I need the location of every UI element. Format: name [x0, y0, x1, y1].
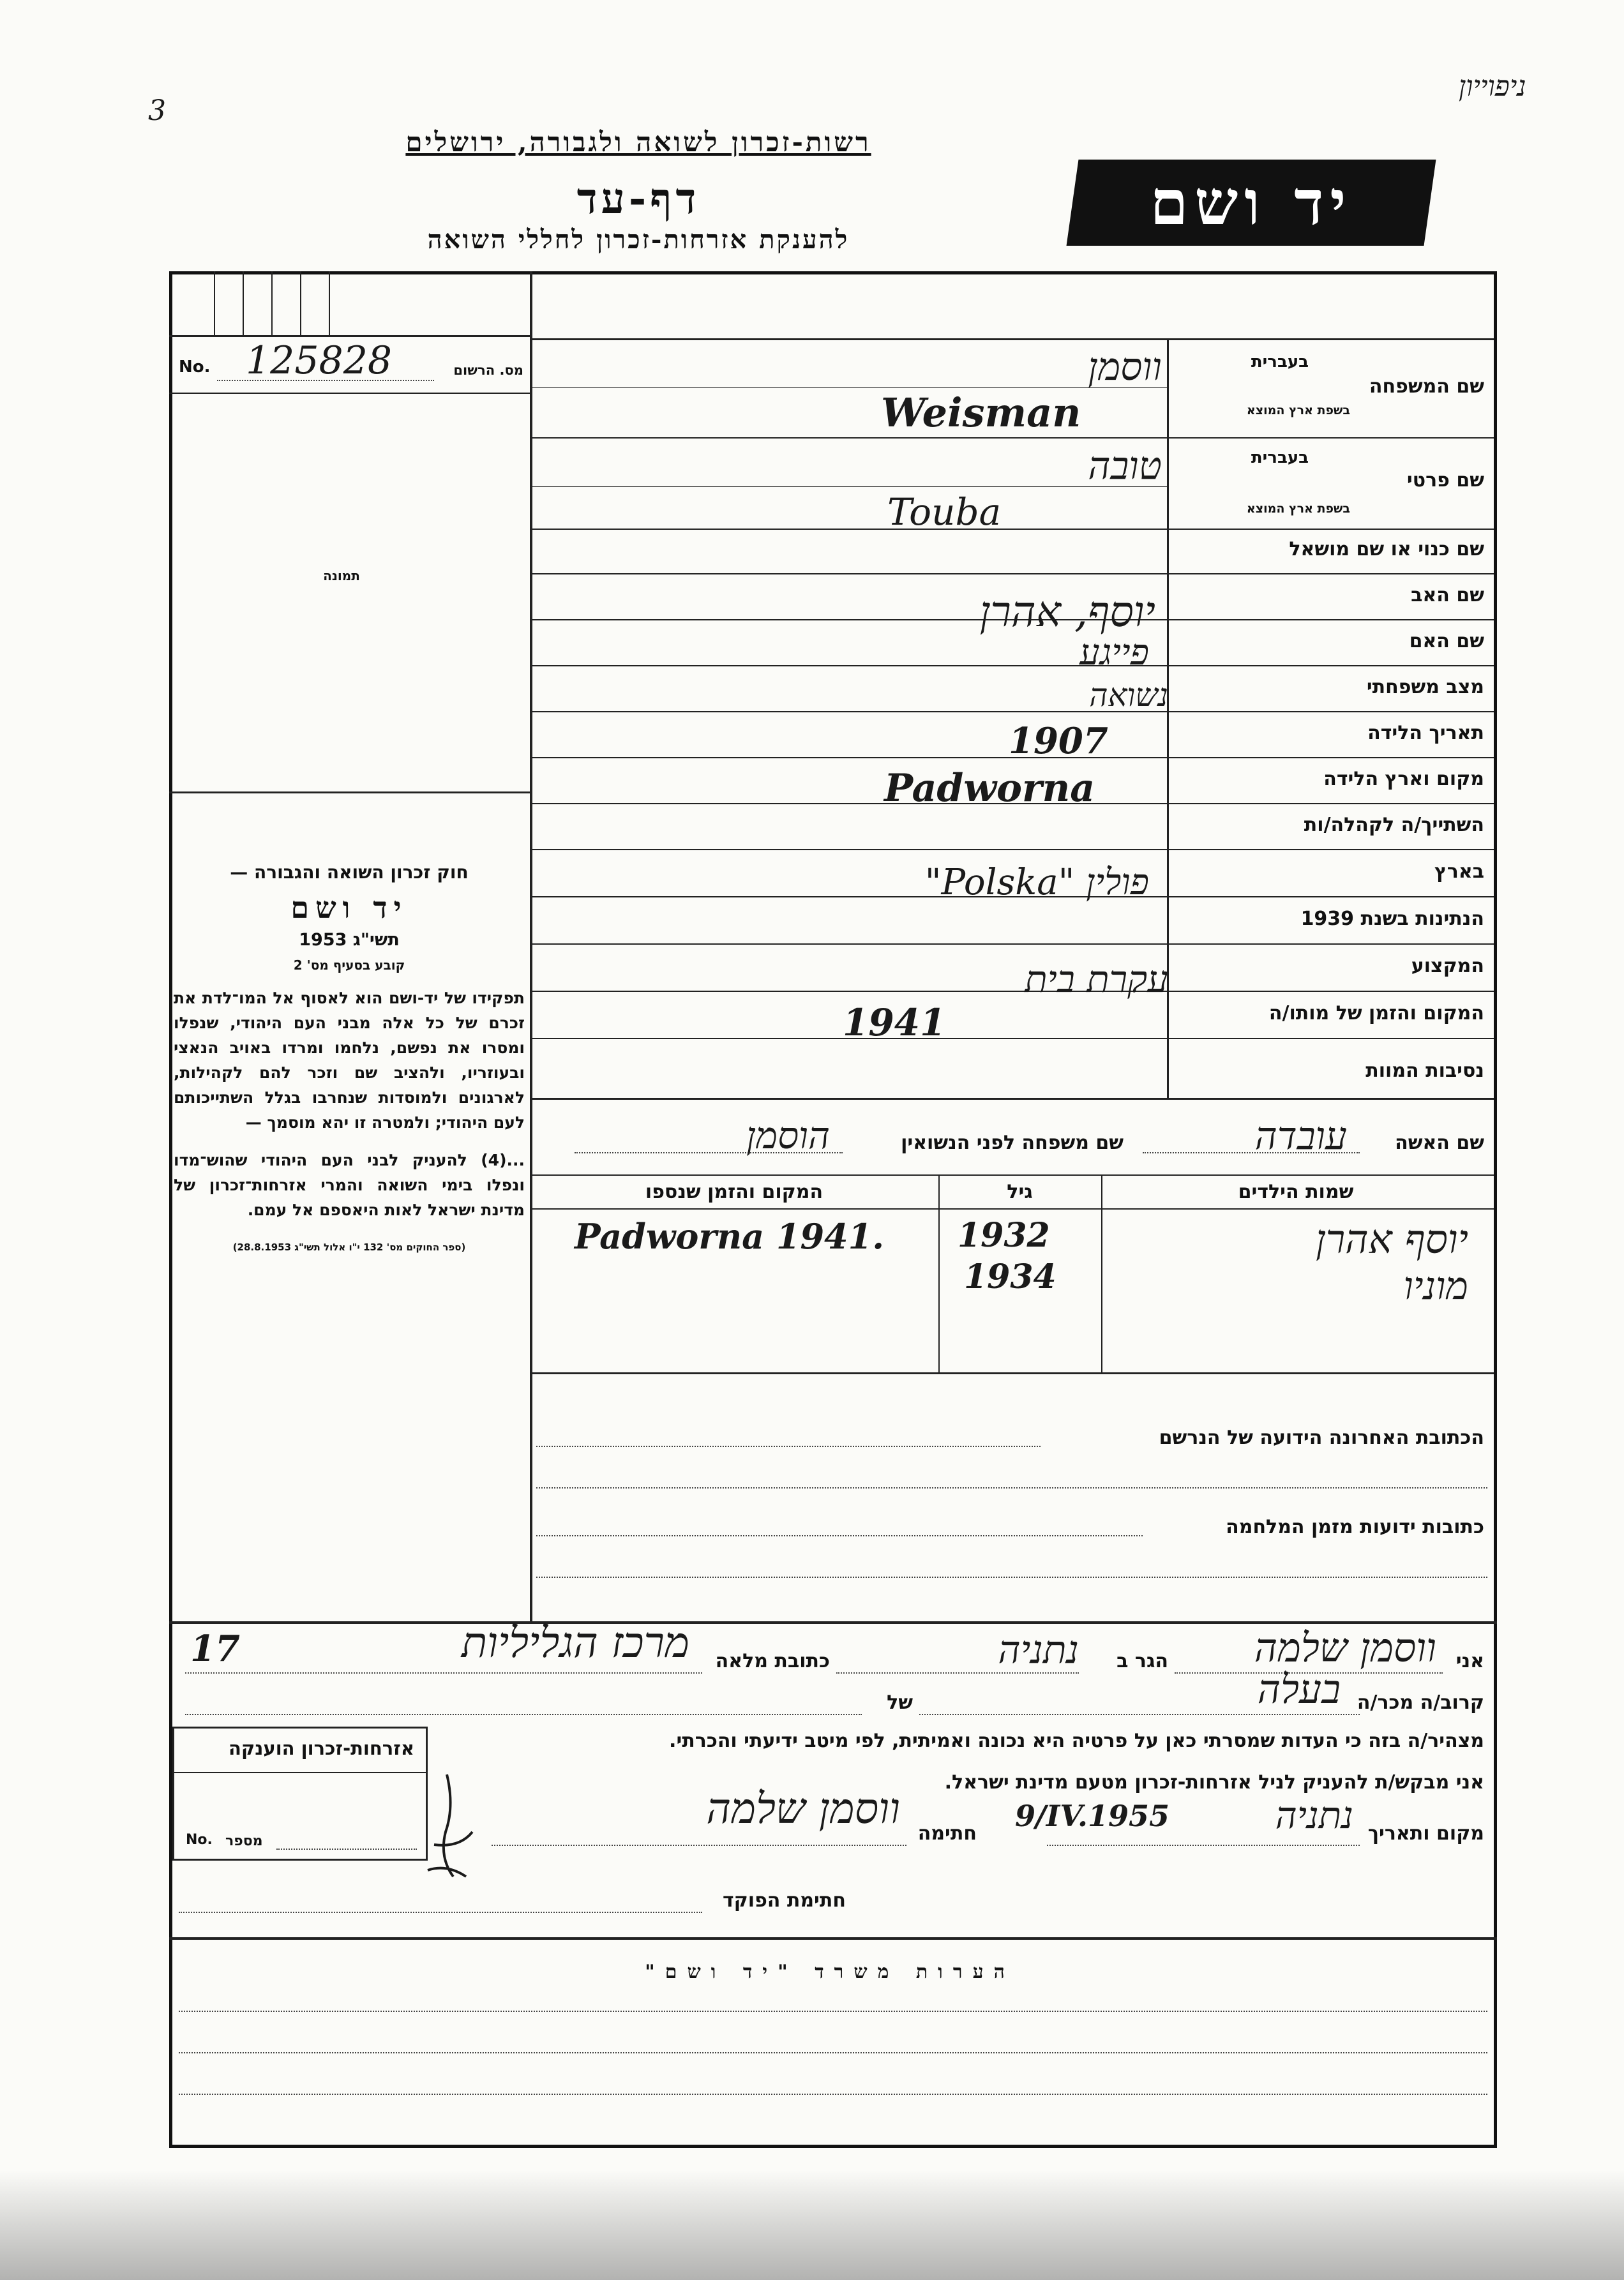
father-value: יוסף, אהרן [979, 587, 1155, 636]
law-para2: ...(4) להעניק לבני העם היהודי שהוש־מדו ונפלו בימי השואה והמרי אזרחות־זכרון של מדינת ישראל לאות היאספם אל עמם. [174, 1151, 525, 1219]
occupation-value: עקרת בית [1025, 957, 1168, 1001]
mother-value: פייגע [1079, 632, 1149, 673]
birth-place-value: Padworna [884, 766, 1095, 811]
logo-text: יד ושם [1150, 167, 1353, 239]
marital-value: נשואה [1089, 677, 1168, 714]
registration-no-label: No. [179, 357, 211, 377]
first-name-sub-hebrew: בעברית [1251, 448, 1309, 467]
photo-label: תמונה [323, 568, 360, 583]
citizenship-box-number-label: מספר [225, 1833, 263, 1849]
citizenship-box [172, 1727, 428, 1861]
law-text [174, 862, 525, 1253]
first-name-native: Touba [887, 490, 1002, 534]
first-name-sub-native: בשפת ארץ המוצא [1246, 502, 1350, 516]
statement-2: אני מבקש/ת להעניק לניל אזרחות-זכרון מטעם מדינת ישראל. [944, 1771, 1484, 1794]
law-big: יד ושם [290, 890, 408, 925]
law-footnote: (ספר החוקים מס' 132 י"ו אלול תשי"ג 28.8.1953) [232, 1241, 466, 1253]
yad-vashem-logo [1067, 160, 1436, 246]
place-value: נתניה [1275, 1794, 1353, 1837]
maiden-label: שם משפחה לפני הנשואין [901, 1132, 1124, 1154]
maiden-value: הוסמן [746, 1114, 830, 1157]
first-name-hebrew: טובה [1088, 444, 1162, 488]
birth-date-value: 1907 [1009, 720, 1108, 762]
child-age: 1934 [964, 1257, 1056, 1296]
law-section: קובע בסעיף מס' 2 [293, 957, 405, 973]
address-label: כתובת מלאה [715, 1650, 830, 1672]
first-name-label: שם פרטי [1406, 469, 1484, 491]
lives-value: נתניה [998, 1628, 1079, 1672]
war-address-label: כתובות ידועות מזמן המלחמה [1226, 1516, 1484, 1538]
family-name-hebrew: ווסמן [1088, 345, 1162, 389]
children-col-age: גיל [1007, 1181, 1033, 1203]
death-value: 1941 [843, 1001, 946, 1044]
nickname-label: שם כנוי או שם מושאל [1289, 538, 1484, 560]
community-label: השתייך/ה לקהלה/ות [1304, 814, 1484, 836]
address-number: 17 [190, 1628, 240, 1670]
last-address-label: הכתובת האחרונה הידועה של הנרשם [1159, 1427, 1484, 1449]
corner-mark-right: ניפוייון [1459, 70, 1526, 103]
country-value: פולין "Polska" [924, 862, 1149, 903]
of-label: של [887, 1691, 913, 1714]
birth-place-label: מקום וארץ הלידה [1323, 768, 1484, 790]
country-label: בארץ [1434, 860, 1484, 883]
birth-date-label: תאריך הלידה [1367, 722, 1484, 744]
signature-value: ווסמן שלמה [706, 1784, 900, 1833]
declarant-value: ווסמן שלמה [1254, 1624, 1436, 1671]
citizenship-label: הנתינות בשנת 1939 [1300, 908, 1484, 930]
family-name-label: שם המשפחה [1369, 375, 1484, 398]
officer-label: חתימת הפוקד [723, 1889, 846, 1912]
remarks-title: הערות משרד "יד ושם" [645, 1961, 1015, 1983]
death-label: המקום והזמן של מותו/ה [1268, 1002, 1484, 1024]
place-date-label: מקום ותאריך [1367, 1822, 1484, 1845]
family-name-native: Weisman [881, 389, 1081, 436]
lives-label: הגר ב [1116, 1650, 1168, 1672]
address-value: מרכז הגליליות [461, 1618, 689, 1667]
registration-number: 125828 [246, 338, 393, 383]
spouse-label: שם האשה [1395, 1132, 1484, 1154]
form-subtitle: להענקת אזרחות-זכרון לחללי השואה [427, 225, 850, 255]
form-title: דף-עד [576, 174, 700, 223]
father-label: שם האב [1411, 584, 1484, 606]
corner-mark-left: 3 [148, 94, 166, 127]
relative-value: בעלה [1257, 1666, 1341, 1713]
law-title: חוק זכרון השואה והגבורה — [230, 862, 469, 883]
child-name: יוסף אהרן [1315, 1216, 1468, 1263]
occupation-label: המקצוע [1411, 955, 1484, 977]
declarant-label: אני [1455, 1650, 1484, 1672]
signature-label: חתימה [917, 1822, 977, 1845]
marital-label: מצב משפחתי [1366, 676, 1484, 698]
mother-label: שם האם [1409, 630, 1484, 652]
child-name: מוניו [1403, 1264, 1468, 1309]
spouse-value: עובדה [1254, 1114, 1347, 1159]
statement-1: מצהיר/ה בזה כי העדות שמסרתי כאן על פרטיה היא נכונה ואמיתית, לפי מיטב ידיעתי והכרתי. [669, 1730, 1484, 1752]
family-name-sub-hebrew: בעברית [1251, 352, 1309, 371]
authority-line: רשות-זכרון לשואה ולגבורה, ירושלים [405, 126, 871, 158]
citizenship-box-no-label: No. [186, 1832, 213, 1848]
scan-shadow [0, 2170, 1624, 2280]
law-para1: תפקידו של יד-ושם הוא לאסוף אל המו־לדת את זכרם של כל אלה מבני העם היהודי, שנפלו ומסרו את נפשם, נלחמו ומרדו באויב הנאצי ובעוזריו, ולהציב שם וזכר להם לקהילות, לארגונים ולמוסדות שנחרבו בגלל השתייכותם לעם היהודי; ולמטרה זו יהא מוסמך — [174, 989, 525, 1132]
children-col-names: שמות הילדים [1238, 1181, 1354, 1203]
law-year: תשי"ג 1953 [299, 930, 400, 950]
death-circumstances-label: נסיבות המוות [1365, 1060, 1484, 1082]
registration-heb-label: מס. הרשום [453, 363, 523, 378]
children-col-place: המקום והזמן שנספו [645, 1181, 823, 1203]
date-value: 9/IV.1955 [1015, 1799, 1170, 1833]
citizenship-box-title: אזרחות-זכרון הוענקה [228, 1737, 414, 1759]
child-age: 1932 [958, 1216, 1050, 1255]
child-place: Padworna 1941. [575, 1216, 884, 1257]
family-name-sub-native: בשפת ארץ המוצא [1246, 403, 1350, 417]
relative-label: קרוב/ה מכר/ה [1357, 1691, 1484, 1714]
